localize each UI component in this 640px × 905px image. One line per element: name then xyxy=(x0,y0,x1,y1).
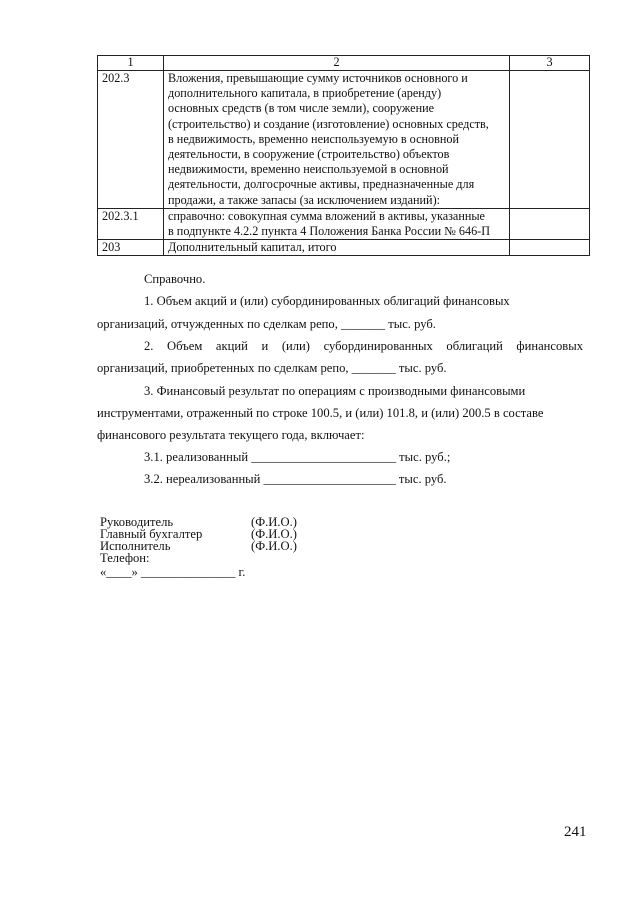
column-header: 2 xyxy=(164,56,510,71)
row-value xyxy=(510,240,590,256)
reference-heading: Справочно. xyxy=(144,272,206,286)
description-line: основных средств (в том числе земли), сооружение xyxy=(168,101,435,116)
signature-accountant-fio: (Ф.И.О.) xyxy=(251,527,297,541)
reference-item-3-line-2: инструментами, отраженный по строке 100.5, и (или) 101.8, и (или) 200.5 в составе xyxy=(97,406,544,420)
row-code: 202.3.1 xyxy=(98,208,164,239)
table-row xyxy=(98,240,590,256)
row-description xyxy=(164,240,510,256)
column-header: 3 xyxy=(510,56,590,71)
description-line: недвижимости, временно неиспользуемой в основной xyxy=(168,162,449,177)
signature-phone-label: Телефон: xyxy=(100,551,150,565)
table-row xyxy=(98,208,590,239)
description-line: продажи, а также запасы (за исключением изданий): xyxy=(168,192,441,207)
column-header: 1 xyxy=(98,56,164,71)
signature-head-fio: (Ф.И.О.) xyxy=(251,515,297,529)
description-line: Дополнительный капитал, итого xyxy=(168,240,337,255)
reference-sub-1: 3.1. реализованный _______________________ тыс. руб.; xyxy=(144,450,451,464)
reference-item-3-line-3: финансового результата текущего года, включает: xyxy=(97,428,365,442)
description-line: справочно: совокупная сумма вложений в активы, указанные xyxy=(168,208,485,223)
row-code: 202.3 xyxy=(98,71,164,209)
row-description xyxy=(164,208,510,239)
row-value xyxy=(510,71,590,209)
row-description xyxy=(164,71,510,209)
reference-item-2-line-2: организаций, приобретенных по сделкам репо, _______ тыс. руб. xyxy=(97,361,447,375)
page-number: 241 xyxy=(564,824,587,840)
reference-item-1-line-2: организаций, отчужденных по сделкам репо, _______ тыс. руб. xyxy=(97,317,436,331)
description-line: дополнительного капитала, в приобретение (аренду) xyxy=(168,86,442,101)
capital-table xyxy=(97,55,590,256)
description-line: в недвижимость, временно неиспользуемую в основной xyxy=(168,131,459,146)
description-line: в подпункте 4.2.2 пункта 4 Положения Банка России № 646-П xyxy=(168,224,491,239)
description-line: (строительство) и создание (изготовление) основных средств, xyxy=(168,116,489,131)
signature-date-line: «____» _______________ г. xyxy=(100,565,246,579)
reference-item-3-line-1: 3. Финансовый результат по операциям с производными финансовыми xyxy=(144,384,526,398)
table-row xyxy=(98,71,590,209)
row-code: 203 xyxy=(98,240,164,256)
description-line: деятельности, в сооружение (строительство) объектов xyxy=(168,147,450,162)
description-line: деятельности, долгосрочные активы, предназначенные для xyxy=(168,177,475,192)
row-value xyxy=(510,208,590,239)
signature-accountant-label: Главный бухгалтер xyxy=(100,527,203,541)
table-header-row xyxy=(98,56,590,71)
reference-item-2-line-1: 2. Объем акций и (или) субординированных облигаций финансовых xyxy=(144,339,583,353)
signature-executor-fio: (Ф.И.О.) xyxy=(251,539,297,553)
signature-head-label: Руководитель xyxy=(100,515,174,529)
reference-item-1-line-1: 1. Объем акций и (или) субординированных облигаций финансовых xyxy=(144,294,510,308)
signature-executor-label: Исполнитель xyxy=(100,539,171,553)
reference-sub-2: 3.2. нереализованный _____________________ тыс. руб. xyxy=(144,472,447,486)
description-line: Вложения, превышающие сумму источников основного и xyxy=(168,71,468,85)
